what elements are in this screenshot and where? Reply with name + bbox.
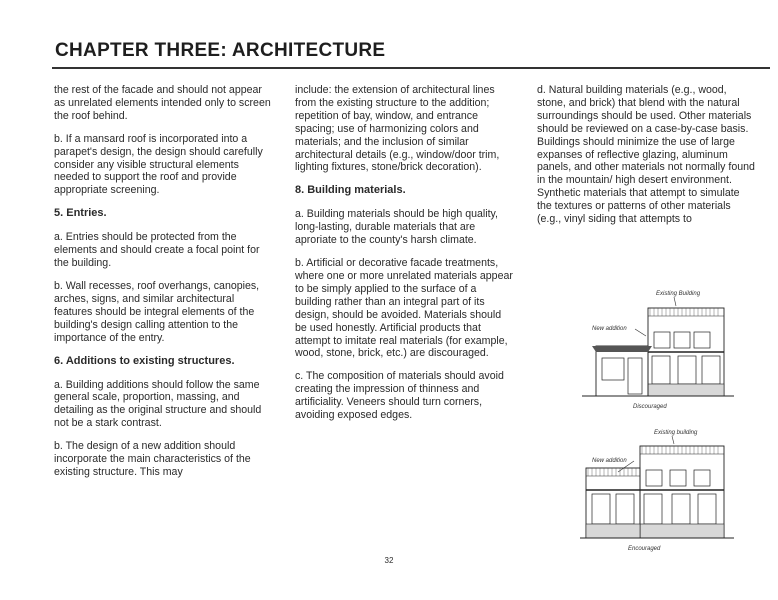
new-addition-label: New addition	[592, 458, 627, 464]
figure-caption-encouraged: Encouraged	[628, 546, 661, 552]
paragraph: a. Entries should be protected from the elements and should create a focal point for the building.	[54, 231, 260, 270]
paragraph: include: the extension of architectural lines from the existing structure to the addition; repetition of bay, window, and entrance spacing; use of harmonizing colors and materials; and the inclusion of similar architectural details (e.g., window/door trim, lighting fixtures, stone/brick decoration).	[295, 84, 500, 174]
chapter-title: CHAPTER THREE: ARCHITECTURE	[55, 40, 386, 61]
figure-caption-discouraged: Discouraged	[633, 404, 667, 410]
paragraph: a. Building materials should be high quality, long-lasting, durable materials that are aproriate to the county's harsh climate.	[295, 208, 498, 247]
paragraph: b. Wall recesses, roof overhangs, canopies, arches, signs, and similar architectural features should be integral elements of the building's design calling attention to the importance of the entry.	[54, 279, 260, 344]
paragraph: b. Artificial or decorative facade treatments, where one or more unrelated materials appear to be simply applied to the surface of a building rather than an integral part of its design, should be avoided. Materials should be used honestly. Artificial products that attempt to imitate real materials (for example, wood, stone, brick, etc.) are discouraged.	[295, 257, 513, 360]
building-sketch-encouraged	[578, 426, 738, 554]
figure-encouraged	[578, 426, 738, 554]
new-addition-label: New addition	[592, 326, 627, 332]
existing-building-label: Existing building	[654, 430, 698, 436]
paragraph: b. If a mansard roof is incorporated into a parapet's design, the design should carefully consider any visible structural elements needed to support the roof and provide appropriate screening.	[54, 132, 263, 197]
section-heading-materials: 8. Building materials.	[295, 184, 406, 197]
existing-building-label: Existing Building	[656, 291, 701, 297]
title-rule	[52, 67, 770, 69]
paragraph: c. The composition of materials should avoid creating the impression of thinness and artificiality. Veneers should turn corners, avoiding exposed edges.	[295, 370, 504, 422]
figure-discouraged	[578, 286, 738, 412]
text-column-2	[295, 84, 513, 432]
section-heading-entries: 5. Entries.	[54, 207, 107, 220]
paragraph: the rest of the facade and should not appear as unrelated elements intended only to screen the roof behind.	[54, 84, 271, 122]
text-column-3	[537, 84, 755, 236]
text-column-1	[54, 84, 272, 489]
paragraph: d. Natural building materials (e.g., wood, stone, and brick) that blend with the natural surroundings should be used. Other materials should be reviewed on a case-by-case basis. Buildings should minimize the use of large expanses of reflective glazing, aluminum panels, and other materials not normally found in the mountain/ high desert environment. Synthetic materials that attempt to simulate the textures or patterns of other materials (e.g., vinyl siding that attempts to	[537, 84, 755, 226]
section-heading-additions: 6. Additions to existing structures.	[54, 354, 235, 367]
paragraph: a. Building additions should follow the same general scale, proportion, massing, and detailing as the original structure and should not be a stark contrast.	[54, 378, 262, 430]
page-number: 32	[384, 556, 394, 565]
building-sketch-discouraged	[578, 286, 738, 412]
paragraph: b. The design of a new addition should incorporate the main characteristics of the existing structure. This may	[54, 440, 251, 478]
